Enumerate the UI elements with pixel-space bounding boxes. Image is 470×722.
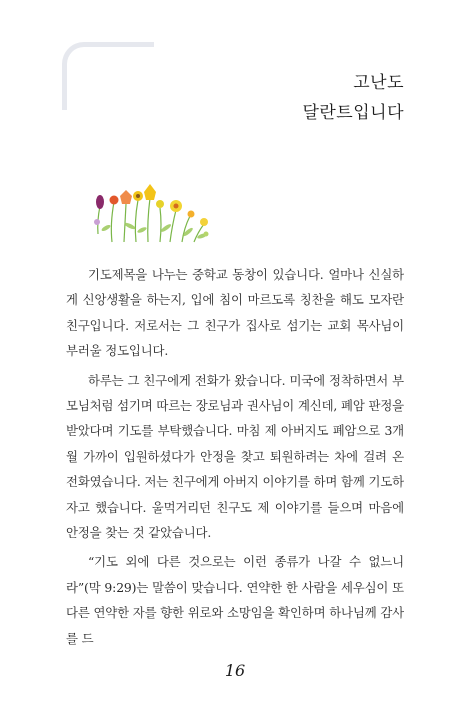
corner-ornament (62, 42, 154, 110)
flower-illustration (84, 176, 214, 248)
chapter-title-line2: 달란트입니다 (302, 103, 404, 123)
chapter-title (302, 68, 404, 128)
paragraph: “기도 외에 다른 것으로는 이런 종류가 나갈 수 없느니라”(막 9:29)는 말씀이 맞습니다. 연약한 한 사람을 세우심이 또 다른 연약한 자를 향한 위로와 소망임을 확인하며 하나님께 감사를 드 (66, 554, 404, 646)
page-number: 16 (224, 661, 246, 680)
body-text (66, 262, 404, 655)
paragraph: 기도제목을 나누는 중학교 동창이 있습니다. 얼마나 신실하게 신앙생활을 하는지, 입에 침이 마르도록 칭찬을 해도 모자란 친구입니다. 저로서는 그 친구가 집사로 섬기는 교회 목사님이 부러울 정도입니다. (66, 267, 404, 359)
paragraph: 하루는 그 친구에게 전화가 왔습니다. 미국에 정착하면서 부모님처럼 섬기며 따르는 장로님과 권사님이 계신데, 폐암 판정을 받았다며 기도를 부탁했습니다. 마침 제 아버지도 폐암으로 3개월 가까이 입원하셨다가 안정을 찾고 퇴원하려는 차에 걸려 온 전화였습니다. 저는 친구에게 아버지 이야기를 하며 함께 기도하자고 했습니다. 울먹거리던 친구도 제 이야기를 들으며 마음에 안정을 찾는 것 같았습니다. (66, 372, 404, 541)
chapter-title-line1: 고난도 (353, 73, 404, 93)
